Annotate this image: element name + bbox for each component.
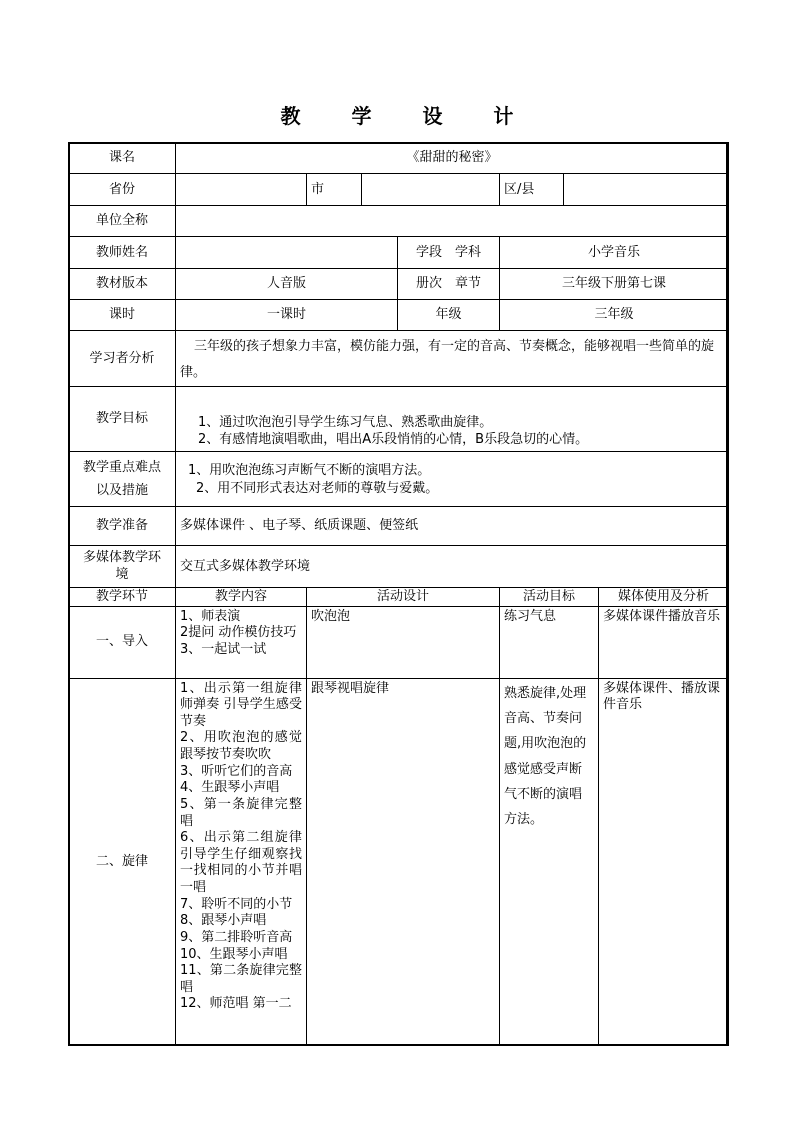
stage1-goal: 练习气息 <box>500 606 599 678</box>
table-outer-border <box>68 142 728 1046</box>
stage1-media: 多媒体课件播放音乐 <box>599 606 729 678</box>
course-label: 课名 <box>69 143 176 174</box>
header-stage: 教学环节 <box>69 588 176 607</box>
header-activity: 活动设计 <box>307 588 500 607</box>
period-label: 课时 <box>69 300 176 331</box>
stage1-activity: 吹泡泡 <box>307 606 500 678</box>
goal-2: 2、有感情地演唱歌曲，唱出A乐段悄悄的心情，B乐段急切的心情。 <box>198 432 589 448</box>
city-label: 市 <box>307 174 362 206</box>
stage1-content-1: 1、师表演 <box>180 608 241 624</box>
stage2-content-12: 12、师范唱 第一二 <box>180 996 292 1012</box>
grade-label: 年级 <box>398 300 500 331</box>
goal-1: 1、通过吹泡泡引导学生练习气息、熟悉歌曲旋律。 <box>198 414 493 430</box>
stage2-content-5: 5、第一条旋律完整唱 <box>180 796 302 829</box>
period-value: 一课时 <box>176 300 398 331</box>
stage2-content-8: 8、跟琴小声唱 <box>180 913 267 929</box>
env-label-2: 境 <box>115 566 129 582</box>
stage2-content-1: 1、出示第一组旋律师弹奏 引导学生感受节奏 <box>180 680 302 729</box>
stage2-content-3: 3、听听它们的音高 <box>180 763 293 779</box>
unit-label: 单位全称 <box>69 206 176 237</box>
key-label-1: 教学重点难点 <box>82 459 161 475</box>
stage2-content-2: 2、用吹泡泡的感觉跟琴按节奏吹吹 <box>180 730 302 763</box>
env-value: 交互式多媒体教学环境 <box>176 546 729 588</box>
header-content: 教学内容 <box>176 588 307 607</box>
stage2-content-9: 9、第二排聆听音高 <box>180 929 293 945</box>
header-media: 媒体使用及分析 <box>599 588 729 607</box>
stage-subject-value: 小学音乐 <box>500 237 729 269</box>
page-title: 教 学 设 计 <box>280 104 536 128</box>
district-label: 区/县 <box>500 174 564 206</box>
teacher-label: 教师姓名 <box>69 237 176 269</box>
prep-label: 教学准备 <box>69 507 176 546</box>
stage1-name: 一、导入 <box>69 606 176 678</box>
stage2-content-7: 7、聆听不同的小节 <box>180 896 293 912</box>
stage2-goal: 熟悉旋律,处理音高、节奏问题,用吹泡泡的感觉感受声断气不断的演唱方法。 <box>500 678 599 1045</box>
key-1: 1、用吹泡泡练习声断气不断的演唱方法。 <box>188 463 431 478</box>
province-label: 省份 <box>69 174 176 206</box>
key-2: 2、用不同形式表达对老师的尊敬与爱戴。 <box>196 480 439 496</box>
stage1-content-3: 3、一起试一试 <box>180 642 267 658</box>
stage2-media: 多媒体课件、播放课件音乐 <box>599 678 729 1045</box>
grade-value: 三年级 <box>500 300 729 331</box>
stage2-content-11: 11、第二条旋律完整唱 <box>180 963 302 995</box>
stage-subject-label: 学段 学科 <box>398 237 500 269</box>
volume-label: 册次 章节 <box>398 269 500 300</box>
volume-value: 三年级下册第七课 <box>500 269 729 300</box>
course-value: 《甜甜的秘密》 <box>176 143 729 174</box>
stage1-content-2: 2提问 动作模仿技巧 <box>180 625 297 641</box>
learner-value: 三年级的孩子想象力丰富，模仿能力强，有一定的音高、节奏概念，能够视唱一些简单的旋律。 <box>176 331 729 387</box>
goal-label: 教学目标 <box>69 387 176 452</box>
learner-label: 学习者分析 <box>69 331 176 387</box>
stage2-content-4: 4、生跟琴小声唱 <box>180 780 280 796</box>
header-goal: 活动目标 <box>500 588 599 607</box>
textbook-value: 人音版 <box>176 269 398 300</box>
textbook-label: 教材版本 <box>69 269 176 300</box>
stage2-name: 二、旋律 <box>69 678 176 1045</box>
stage2-content-10: 10、生跟琴小声唱 <box>180 946 288 962</box>
prep-value: 多媒体课件 、电子琴、纸质课题、便签纸 <box>176 507 729 546</box>
stage2-content-6: 6、出示第二组旋律引导学生仔细观察找一找相同的小节并唱一唱 <box>180 830 302 896</box>
stage2-activity: 跟琴视唱旋律 <box>307 678 500 1045</box>
env-label-1: 多媒体教学环 <box>82 550 161 566</box>
key-label-2: 以及措施 <box>95 483 148 498</box>
